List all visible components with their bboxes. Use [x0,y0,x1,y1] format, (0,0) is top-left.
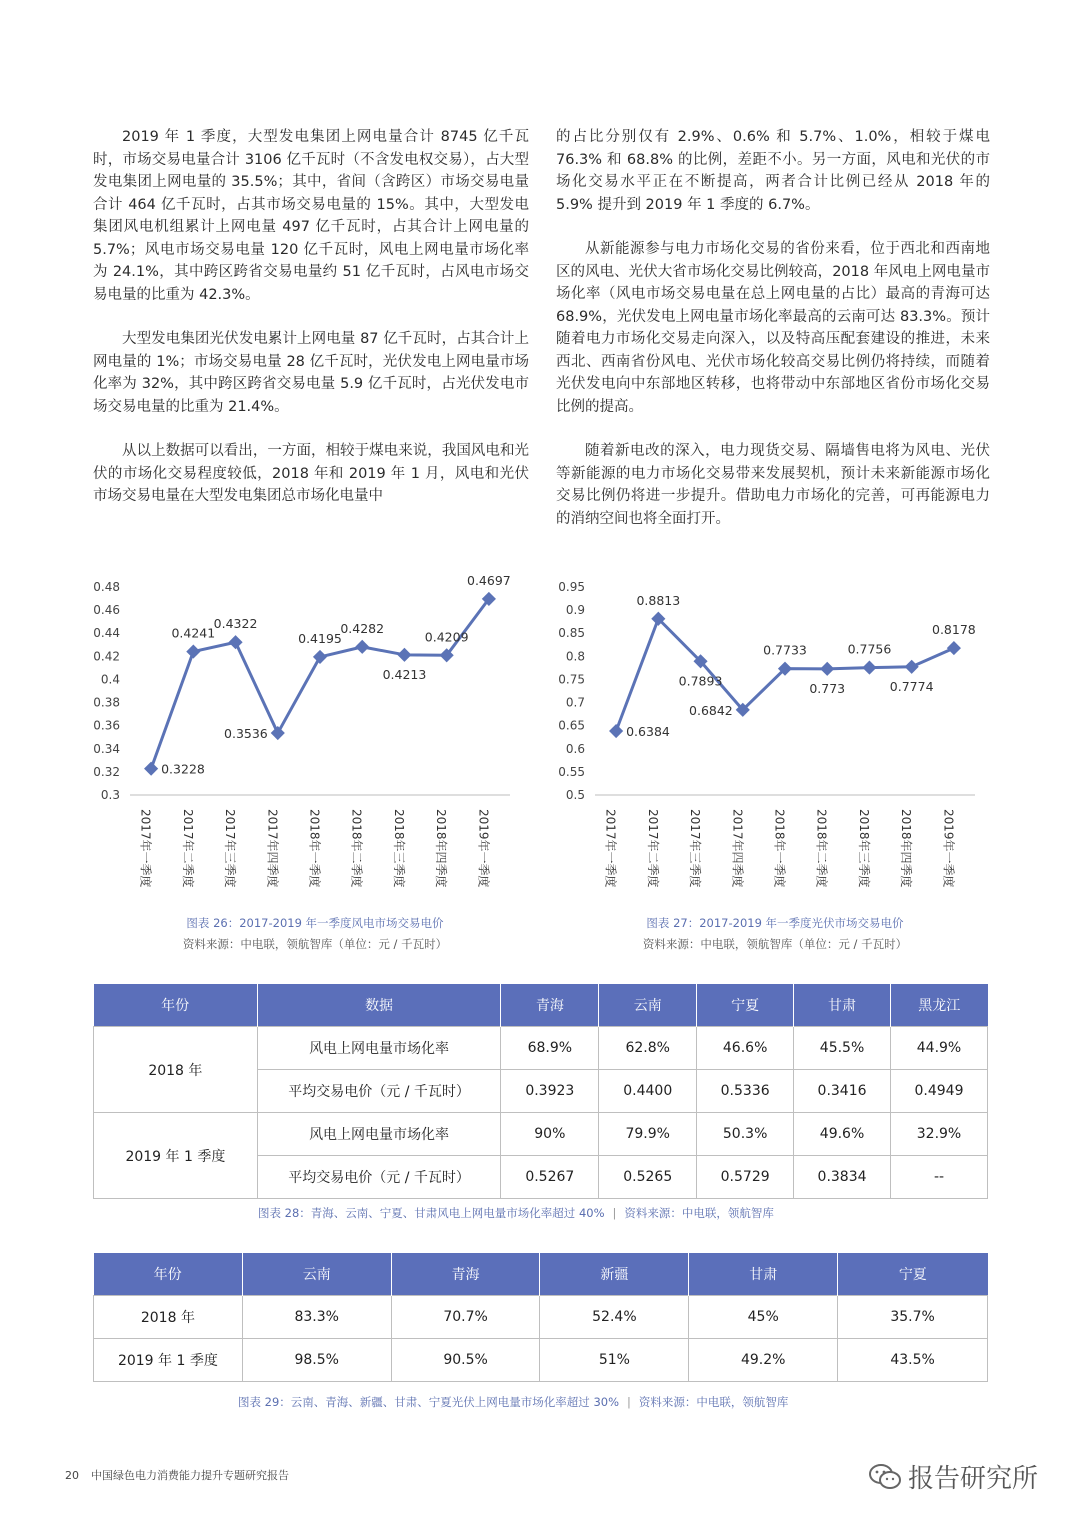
report-title: 中国绿色电力消费能力提升专题研究报告 [91,1469,289,1482]
data-label: 0.7733 [763,642,807,658]
x-tick-label: 2018年四季度 [434,809,449,888]
data-label: 0.4697 [467,572,511,588]
value-cell: 62.8% [599,1027,697,1070]
caption-source: 资料来源：中电联，领航智库（单位：元 / 千瓦时） [642,937,908,951]
value-cell: 0.5265 [599,1156,697,1199]
y-tick-label: 0.36 [93,718,120,733]
text-column-left [93,126,529,530]
y-tick-label: 0.7 [565,695,585,710]
year-cell: 2018 年 [94,1027,258,1113]
value-cell: 46.6% [697,1027,794,1070]
x-tick-label: 2018年二季度 [814,809,829,888]
caption-source: 资料来源：中电联，领航智库 [638,1395,789,1409]
x-tick-label: 2017年一季度 [603,809,618,888]
data-label: 0.4322 [213,616,258,632]
year-cell: 2019 年 1 季度 [94,1113,258,1199]
value-cell: 0.4400 [599,1070,697,1113]
value-cell: 0.4949 [891,1070,988,1113]
header-cell: 青海 [501,984,599,1027]
table-header-row [94,984,988,1027]
value-cell: 44.9% [891,1027,988,1070]
value-cell: 0.3923 [501,1070,599,1113]
data-point [186,645,200,659]
x-tick-label: 2018年二季度 [349,809,364,888]
data-label: 0.773 [809,680,846,696]
x-tick-label: 2017年二季度 [645,809,660,888]
x-tick-label: 2017年三季度 [688,809,703,888]
value-cell: 0.5336 [697,1070,794,1113]
data-label: 0.7774 [889,678,934,694]
y-tick-label: 0.38 [93,695,120,710]
caption-title: 图表 26：2017-2019 年一季度风电市场交易电价 [186,916,444,930]
x-tick-label: 2019年一季度 [476,809,491,888]
x-tick-label: 2017年一季度 [138,809,153,888]
header-cell: 云南 [242,1253,391,1296]
y-tick-label: 0.48 [93,580,120,594]
data-label: 0.4195 [298,630,342,646]
page-footer [65,1467,289,1483]
metric-cell: 平均交易电价（元 / 千瓦时） [257,1156,501,1199]
value-cell: 35.7% [838,1296,988,1339]
value-cell: 0.3416 [794,1070,891,1113]
data-label: 0.4282 [340,620,385,636]
y-tick-label: 0.9 [565,603,585,618]
caption-title: 图表 27：2017-2019 年一季度光伏市场交易电价 [646,916,904,930]
caption-separator: | [612,1206,617,1220]
table-row [94,1027,988,1070]
y-tick-label: 0.34 [93,741,120,756]
data-point [228,635,242,649]
data-label: 0.4241 [171,625,216,641]
value-cell: 32.9% [891,1113,988,1156]
metric-cell: 平均交易电价（元 / 千瓦时） [257,1070,501,1113]
caption-separator: | [627,1395,631,1409]
table-header-row [94,1253,988,1296]
value-cell: 45.5% [794,1027,891,1070]
y-tick-label: 0.75 [558,672,585,687]
x-tick-label: 2017年三季度 [223,809,238,888]
value-cell: 90.5% [391,1339,540,1382]
wechat-icon [868,1463,902,1491]
x-tick-label: 2019年一季度 [941,809,956,888]
value-cell: 83.3% [242,1296,391,1339]
value-cell: 50.3% [697,1113,794,1156]
y-tick-label: 0.95 [558,580,585,594]
value-cell: 52.4% [540,1296,689,1339]
series-line [151,599,489,769]
caption-source: 资料来源：中电联，领航智库（单位：元 / 千瓦时） [182,937,448,951]
value-cell: 70.7% [391,1296,540,1339]
value-cell: 90% [501,1113,599,1156]
data-label: 0.3228 [161,761,205,777]
y-tick-label: 0.85 [558,626,585,641]
data-label: 0.4213 [382,666,427,682]
y-tick-label: 0.65 [558,718,585,733]
chart-caption-solar [560,913,990,955]
wind-price-chart-svg [80,570,530,910]
wind-market-table [93,984,988,1199]
value-cell: 79.9% [599,1113,697,1156]
solar-price-chart [545,570,995,910]
value-cell: 49.6% [794,1113,891,1156]
page-number: 20 [65,1469,79,1482]
data-label: 0.4209 [424,629,469,645]
header-cell: 宁夏 [697,984,794,1027]
y-tick-label: 0.6 [565,741,585,756]
data-label: 0.8178 [932,622,976,638]
value-cell: 51% [540,1339,689,1382]
paragraph: 2019 年 1 季度，大型发电集团上网电量合计 8745 亿千瓦时，市场交易电量合计 3106 亿千瓦时（不含发电权交易），占大型发电集团上网电量的 35.5%；其中，省间（含跨区）市场交易电量合计 464 亿千瓦时，占其市场交易电量的 15%。其中，大型发电集团风电机组累计上网电量 497 亿千瓦时，占其合计上网电量的 5.7%；风电市场交易电量 120 亿千瓦时，风电上网电量市场化率为 24.1%，其中跨区跨省交易电量约 51 亿千瓦时，占风电市场交易电量的比重为 42.3%。 [93,129,529,303]
x-tick-label: 2017年四季度 [265,809,280,888]
x-tick-label: 2018年三季度 [391,809,406,888]
year-cell: 2019 年 1 季度 [94,1339,243,1382]
header-cell: 年份 [94,1253,243,1296]
x-tick-label: 2017年二季度 [180,809,195,888]
paragraph: 随着新电改的深入，电力现货交易、隔墙售电将为风电、光伏等新能源的电力市场化交易带来发展契机，预计未来新能源市场化交易比例仍将进一步提升。借助电力市场化的完善，可再能源电力的消纳空间也将全面打开。 [556,443,990,527]
x-tick-label: 2018年一季度 [307,809,322,888]
header-cell: 甘肃 [689,1253,838,1296]
data-point [947,641,961,655]
paragraph: 的占比分别仅有 2.9%、0.6% 和 5.7%、1.0%，相较于煤电 76.3% 和 68.8% 的比例，差距不小。另一方面，风电和光伏的市场化交易水平正在不断提高，两者合计比例已经从 2018 年的 5.9% 提升到 2019 年 1 季度的 6.7%。 [556,129,990,213]
chart-caption-wind [100,913,530,955]
header-cell: 数据 [257,984,501,1027]
value-cell: 49.2% [689,1339,838,1382]
header-cell: 甘肃 [794,984,891,1027]
year-cell: 2018 年 [94,1296,243,1339]
data-point [355,640,369,654]
header-cell: 宁夏 [838,1253,988,1296]
value-cell: 45% [689,1296,838,1339]
data-point [609,724,623,738]
y-tick-label: 0.5 [565,788,585,802]
value-cell: 0.3834 [794,1156,891,1199]
value-cell: 98.5% [242,1339,391,1382]
data-point [397,648,411,662]
paragraph: 从新能源参与电力市场化交易的省份来看，位于西北和西南地区的风电、光伏大省市场化交易比例较高，2018 年风电上网电量市场化率（风电市场交易电量在总上网电量的占比）最高的青海可达 68.9%，光伏发电上网电量市场化率最高的云南可达 83.3%。预计随着电力市场化交易走向深入，以及特高压配套建设的推进，未来西北、西南省份风电、光伏市场化较高交易比例仍将持续，而随着光伏发电向中东部地区转移，也将带动中东部地区省份市场化交易比例的提高。 [556,241,990,415]
data-label: 0.8813 [636,592,681,608]
solar-market-table [93,1253,988,1382]
data-label: 0.7893 [678,673,723,689]
data-label: 0.6384 [626,724,670,740]
text-column-right [556,126,990,552]
value-cell: 0.5267 [501,1156,599,1199]
paragraph: 从以上数据可以看出，一方面，相较于煤电来说，我国风电和光伏的市场化交易程度较低，2018 年和 2019 年 1 月，风电和光伏市场交易电量在大型发电集团总市场化电量中 [93,443,529,504]
data-point [905,660,919,674]
data-point [144,762,158,776]
x-tick-label: 2017年四季度 [730,809,745,888]
value-cell: 43.5% [838,1339,988,1382]
header-cell: 年份 [94,984,258,1027]
x-tick-label: 2018年三季度 [856,809,871,888]
data-point [271,726,285,740]
watermark-text: 报告研究所 [908,1464,1039,1494]
table-caption-wind [258,1205,774,1221]
y-tick-label: 0.8 [565,649,585,664]
data-point [820,662,834,676]
data-point [862,661,876,675]
metric-cell: 风电上网电量市场化率 [257,1113,501,1156]
y-tick-label: 0.3 [100,788,120,802]
value-cell: 68.9% [501,1027,599,1070]
data-label: 0.6842 [689,702,733,718]
data-point [313,650,327,664]
y-tick-label: 0.42 [93,649,120,664]
header-cell: 黑龙江 [891,984,988,1027]
metric-cell: 风电上网电量市场化率 [257,1027,501,1070]
data-label: 0.7756 [847,641,892,657]
paragraph: 大型发电集团光伏发电累计上网电量 87 亿千瓦时，占其合计上网电量的 1%；市场交易电量 28 亿千瓦时，光伏发电上网电量市场化率为 32%，其中跨区跨省交易电量 5.9 亿千瓦时，占光伏发电市场交易电量的比重为 21.4%。 [93,331,529,415]
x-tick-label: 2018年四季度 [899,809,914,888]
caption-title: 图表 29：云南、青海、新疆、甘肃、宁夏光伏上网电量市场化率超过 30% [238,1395,620,1409]
data-label: 0.3536 [224,726,268,742]
header-cell: 新疆 [540,1253,689,1296]
header-cell: 青海 [391,1253,540,1296]
table-caption-solar [238,1394,788,1410]
y-tick-label: 0.32 [93,764,120,779]
x-tick-label: 2018年一季度 [772,809,787,888]
header-cell: 云南 [599,984,697,1027]
table-row [94,1339,988,1382]
y-tick-label: 0.55 [558,764,585,779]
solar-price-chart-svg [545,570,995,910]
y-tick-label: 0.44 [93,626,120,641]
value-cell: -- [891,1156,988,1199]
table-row [94,1113,988,1156]
caption-source: 资料来源：中电联，领航智库 [624,1206,774,1220]
y-tick-label: 0.4 [100,672,120,687]
table-row [94,1296,988,1339]
caption-title: 图表 28：青海、云南、宁夏、甘肃风电上网电量市场化率超过 40% [258,1206,605,1220]
wind-price-chart [80,570,530,910]
watermark [868,1458,1038,1495]
value-cell: 0.5729 [697,1156,794,1199]
y-tick-label: 0.46 [93,603,120,618]
